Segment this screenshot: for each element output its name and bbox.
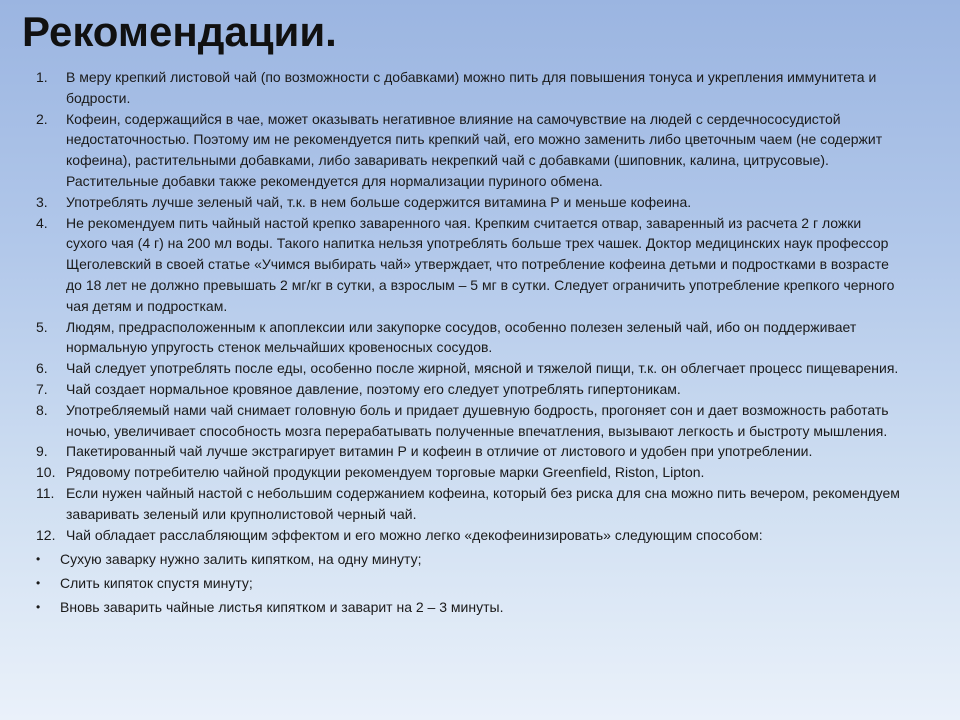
- bullet-item-text: Сухую заварку нужно залить кипятком, на одну минуту;: [60, 551, 422, 568]
- bullet-item-text: Вновь заварить чайные листья кипятком и заварит на 2 – 3 минуты.: [60, 599, 504, 616]
- bullet-item-text: Слить кипяток спустя минуту;: [60, 575, 253, 592]
- decaf-steps-list: [36, 547, 906, 619]
- list-item-text: В меру крепкий листовой чай (по возможности с добавками) можно пить для повышения тонуса и укрепления иммунитета и бодрости.: [66, 69, 877, 106]
- list-item: [36, 462, 906, 483]
- list-item-number: 2.: [36, 110, 48, 127]
- list-item-number: 6.: [36, 360, 48, 377]
- list-item-text: Чай следует употреблять после еды, особенно после жирной, мясной и тяжелой пищи, т.к. он облегчает процесс пищеварения.: [66, 360, 899, 377]
- list-item-text: Чай создает нормальное кровяное давление, поэтому его следует употреблять гипертоникам.: [66, 380, 681, 397]
- list-item-number: 7.: [36, 380, 48, 397]
- bullet-item: [36, 547, 906, 571]
- list-item-number: 11.: [36, 484, 55, 501]
- list-item-text: Чай обладает расслабляющим эффектом и его можно легко «декофеинизировать» следующим способом:: [66, 526, 763, 543]
- list-item-number: 4.: [36, 214, 48, 231]
- list-item: [36, 67, 906, 109]
- list-item: [36, 483, 906, 525]
- list-item: [36, 379, 906, 400]
- slide-title: Рекомендации.: [22, 8, 337, 55]
- bullet-icon: •: [36, 576, 41, 591]
- list-item-number: 3.: [36, 193, 48, 210]
- list-item: [36, 358, 906, 379]
- list-item-text: Кофеин, содержащийся в чае, может оказывать негативное влияние на самочувствие на людей с сердечнососудистой недостаточностью. Поэтому им не рекомендуется пить крепкий чай, его можно заменить либо цветочным чаем (не содержит кофеина), растительными добавками, либо заваривать некрепкий чай с добавками (шиповник, калина, цитрусовые). Растительные добавки также рекомендуется для нормализации пуриного обмена.: [66, 110, 883, 189]
- list-item-text: Рядовому потребителю чайной продукции рекомендуем торговые марки Greenfield, Riston, Lipton.: [66, 464, 705, 481]
- list-item: [36, 192, 906, 213]
- list-item-text: Людям, предрасположенным к апоплексии или закупорке сосудов, особенно полезен зеленый чай, ибо он поддерживает нормальную упругость стенок мельчайших кровеносных сосудов.: [66, 318, 857, 356]
- bullet-item: [36, 595, 906, 619]
- list-item: [36, 109, 906, 192]
- list-item: [36, 441, 906, 462]
- list-item: [36, 213, 906, 317]
- bullet-icon: •: [36, 552, 41, 567]
- list-item: [36, 525, 906, 546]
- list-item-number: 12.: [36, 526, 56, 543]
- recommendations-list: [36, 67, 906, 619]
- bullet-icon: •: [36, 600, 41, 615]
- list-item: [36, 317, 906, 359]
- list-item-text: Не рекомендуем пить чайный настой крепко заваренного чая. Крепким считается отвар, заваренный из расчета 2 г ложки сухого чая (4 г) на 200 мл воды. Такого напитка нельзя употреблять больше трех чашек. Доктор медицинских наук профессор Щеголевский в своей статье «Учимся выбирать чай» утверждает, что потребление кофеина детьми и подростками в возрасте до 18 лет не должно превышать 2 мг/кг в сутки, а взрослым – 5 мг в сутки. Следует ограничить употребление крепкого черного чая детям и подросткам.: [66, 214, 895, 314]
- list-item-text: Употребляемый нами чай снимает головную боль и придает душевную бодрость, прогоняет сон и дает возможность работать ночью, увеличивает способность мозга перерабатывать полученные впечатления, вызывают легкость и быстроту мышления.: [66, 401, 889, 439]
- list-item-number: 1.: [36, 69, 48, 85]
- list-item: [36, 400, 906, 442]
- list-item-text: Пакетированный чай лучше экстрагирует витамин Р и кофеин в отличие от листового и удобен при употреблении.: [66, 443, 813, 460]
- list-item-text: Если нужен чайный настой с небольшим содержанием кофеина, который без риска для сна можно пить вечером, рекомендуем заваривать зеленый или крупнолистовой черный чай.: [66, 484, 900, 522]
- list-item-number: 9.: [36, 443, 48, 460]
- list-item-number: 8.: [36, 401, 48, 418]
- list-item-number: 5.: [36, 318, 48, 335]
- list-item-number: 10.: [36, 464, 56, 481]
- list-item-text: Употреблять лучше зеленый чай, т.к. в нем больше содержится витамина Р и меньше кофеина.: [66, 193, 692, 210]
- bullet-item: [36, 571, 906, 595]
